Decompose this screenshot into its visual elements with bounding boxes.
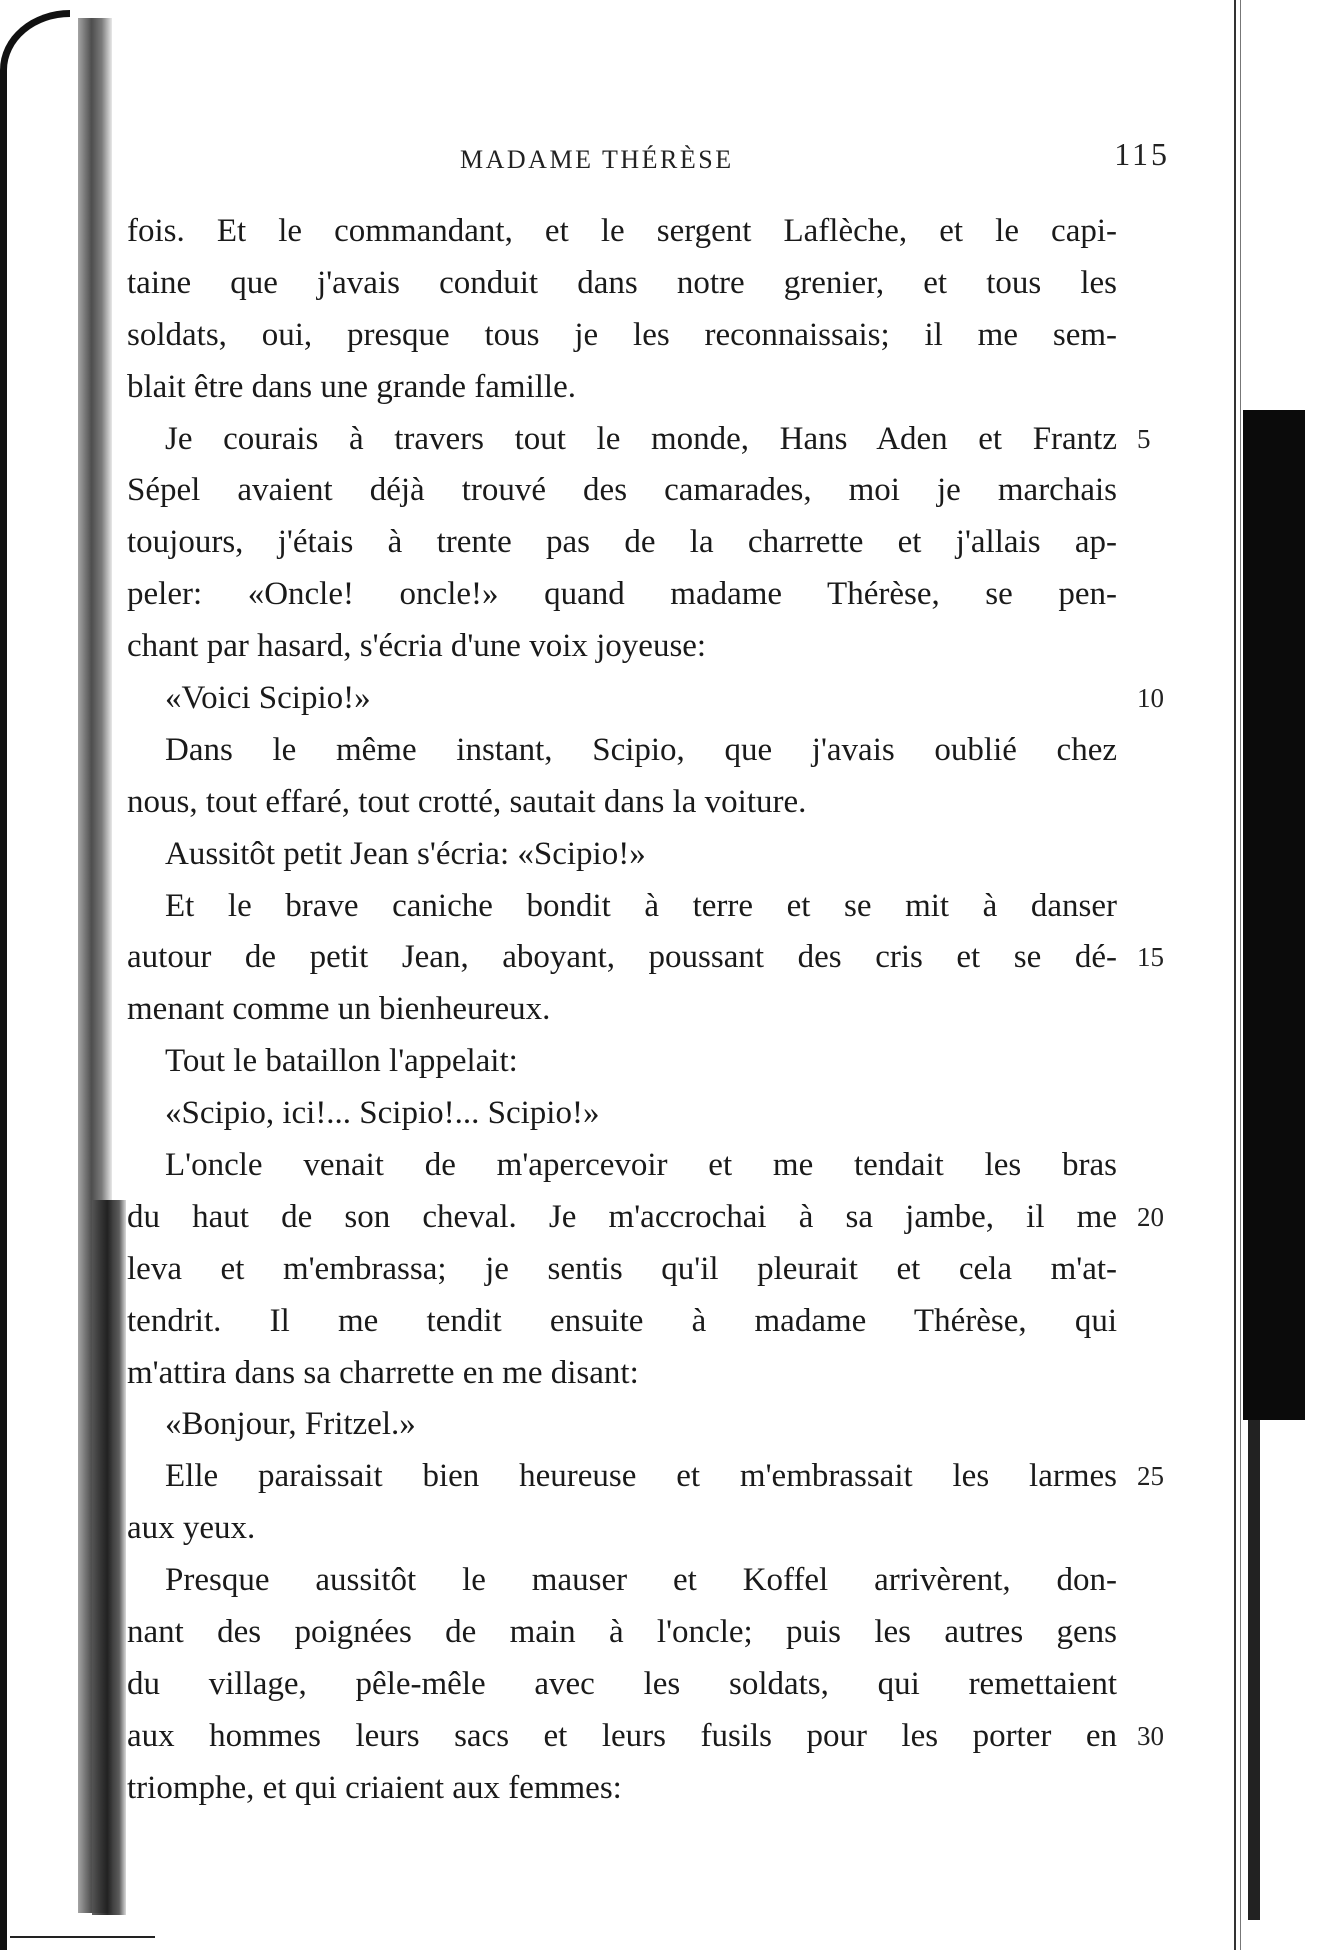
line-text: toujours, j'étais à trente pas de la charrette et j'allais ap- [127, 524, 1117, 561]
line-text: Presque aussitôt le mauser et Koffel arrivèrent, don- [165, 1562, 1117, 1599]
text-line [127, 1191, 1164, 1243]
line-text: nant des poignées de main à l'oncle; puis les autres gens [127, 1614, 1117, 1651]
line-text: L'oncle venait de m'apercevoir et me tendait les bras [165, 1147, 1117, 1184]
line-text: tendrit. Il me tendit ensuite à madame Thérèse, qui [127, 1302, 1117, 1339]
line-text: du haut de son cheval. Je m'accrochai à sa jambe, il me [127, 1198, 1117, 1235]
line-text: leva et m'embrassa; je sentis qu'il pleurait et cela m'at- [127, 1250, 1117, 1287]
line-number: 30 [1137, 1720, 1164, 1751]
right-edge-shadow-lower [1248, 1420, 1260, 1920]
text-line [127, 1139, 1117, 1191]
text-line [127, 257, 1117, 309]
text-line [127, 205, 1117, 257]
running-head: MADAME THÉRÈSE [460, 145, 734, 174]
page-number: 115 [1114, 136, 1170, 172]
line-text: Et le brave caniche bondit à terre et se mit à danser [165, 887, 1117, 924]
line-text: blait être dans une grande famille. [127, 368, 576, 405]
text-line [127, 828, 1117, 880]
line-text: Aussitôt petit Jean s'écria: «Scipio!» [165, 835, 646, 872]
text-line [127, 620, 1117, 672]
line-text: Je courais à travers tout le monde, Hans Aden et Frantz [165, 420, 1117, 457]
text-line [127, 724, 1117, 776]
text-line [127, 672, 1164, 724]
right-page-edge-inner [1240, 0, 1241, 1950]
right-edge-shadow [1243, 410, 1305, 1420]
line-text: m'attira dans sa charrette en me disant: [127, 1354, 639, 1391]
text-line [127, 1035, 1117, 1087]
text-line [127, 568, 1117, 620]
line-text: menant comme un bienheureux. [127, 991, 551, 1028]
line-number: 20 [1137, 1201, 1164, 1232]
line-text: Sépel avaient déjà trouvé des camarades, moi je marchais [127, 472, 1117, 509]
line-text: Elle paraissait bien heureuse et m'embrassait les larmes [165, 1458, 1117, 1495]
text-line [127, 1658, 1117, 1710]
text-line [127, 776, 1117, 828]
line-number: 5 [1137, 423, 1151, 454]
text-line [127, 1710, 1164, 1762]
text-line [127, 880, 1117, 932]
line-text: taine que j'avais conduit dans notre grenier, et tous les [127, 264, 1117, 301]
line-text: peler: «Oncle! oncle!» quand madame Thérèse, se pen- [127, 576, 1117, 613]
line-text: «Voici Scipio!» [165, 680, 371, 717]
text-line [127, 1295, 1117, 1347]
text-line [127, 1398, 1117, 1450]
body-text [127, 205, 1164, 1814]
line-text: Dans le même instant, Scipio, que j'avais oublié chez [165, 731, 1117, 768]
line-text: soldats, oui, presque tous je les reconnaissais; il me sem- [127, 316, 1117, 353]
text-line [127, 931, 1164, 983]
line-text: fois. Et le commandant, et le sergent Laflèche, et le capi- [127, 213, 1117, 249]
binding-edge [0, 10, 70, 1950]
line-text: chant par hasard, s'écria d'une voix joyeuse: [127, 628, 707, 665]
line-text: «Bonjour, Fritzel.» [165, 1406, 416, 1443]
text-line [127, 1762, 1117, 1814]
line-text: du village, pêle-mêle avec les soldats, qui remettaient [127, 1665, 1117, 1702]
gutter-shadow-lower [92, 1200, 126, 1915]
text-line [127, 1243, 1117, 1295]
text-line [127, 1502, 1117, 1554]
line-text: Tout le bataillon l'appelait: [165, 1043, 518, 1080]
text-line [127, 309, 1117, 361]
text-line [127, 413, 1151, 465]
text-line [127, 1606, 1117, 1658]
text-line [127, 1450, 1164, 1502]
line-number: 15 [1137, 942, 1164, 973]
bottom-edge-rule [10, 1936, 155, 1938]
line-text: «Scipio, ici!... Scipio!... Scipio!» [165, 1095, 600, 1132]
text-line [127, 464, 1117, 516]
text-line [127, 1087, 1117, 1139]
line-text: triomphe, et qui criaient aux femmes: [127, 1769, 622, 1806]
text-line [127, 1347, 1117, 1399]
text-line [127, 983, 1117, 1035]
line-number: 10 [1137, 683, 1164, 714]
line-number: 25 [1137, 1461, 1164, 1492]
line-text: aux hommes leurs sacs et leurs fusils pour les porter en [127, 1717, 1117, 1754]
text-line [127, 1554, 1117, 1606]
line-text: aux yeux. [127, 1510, 256, 1547]
text-line [127, 361, 1117, 413]
line-text: nous, tout effaré, tout crotté, sautait dans la voiture. [127, 783, 807, 820]
line-text: autour de petit Jean, aboyant, poussant des cris et se dé- [127, 939, 1117, 976]
text-line [127, 516, 1117, 568]
right-page-edge [1234, 0, 1236, 1950]
